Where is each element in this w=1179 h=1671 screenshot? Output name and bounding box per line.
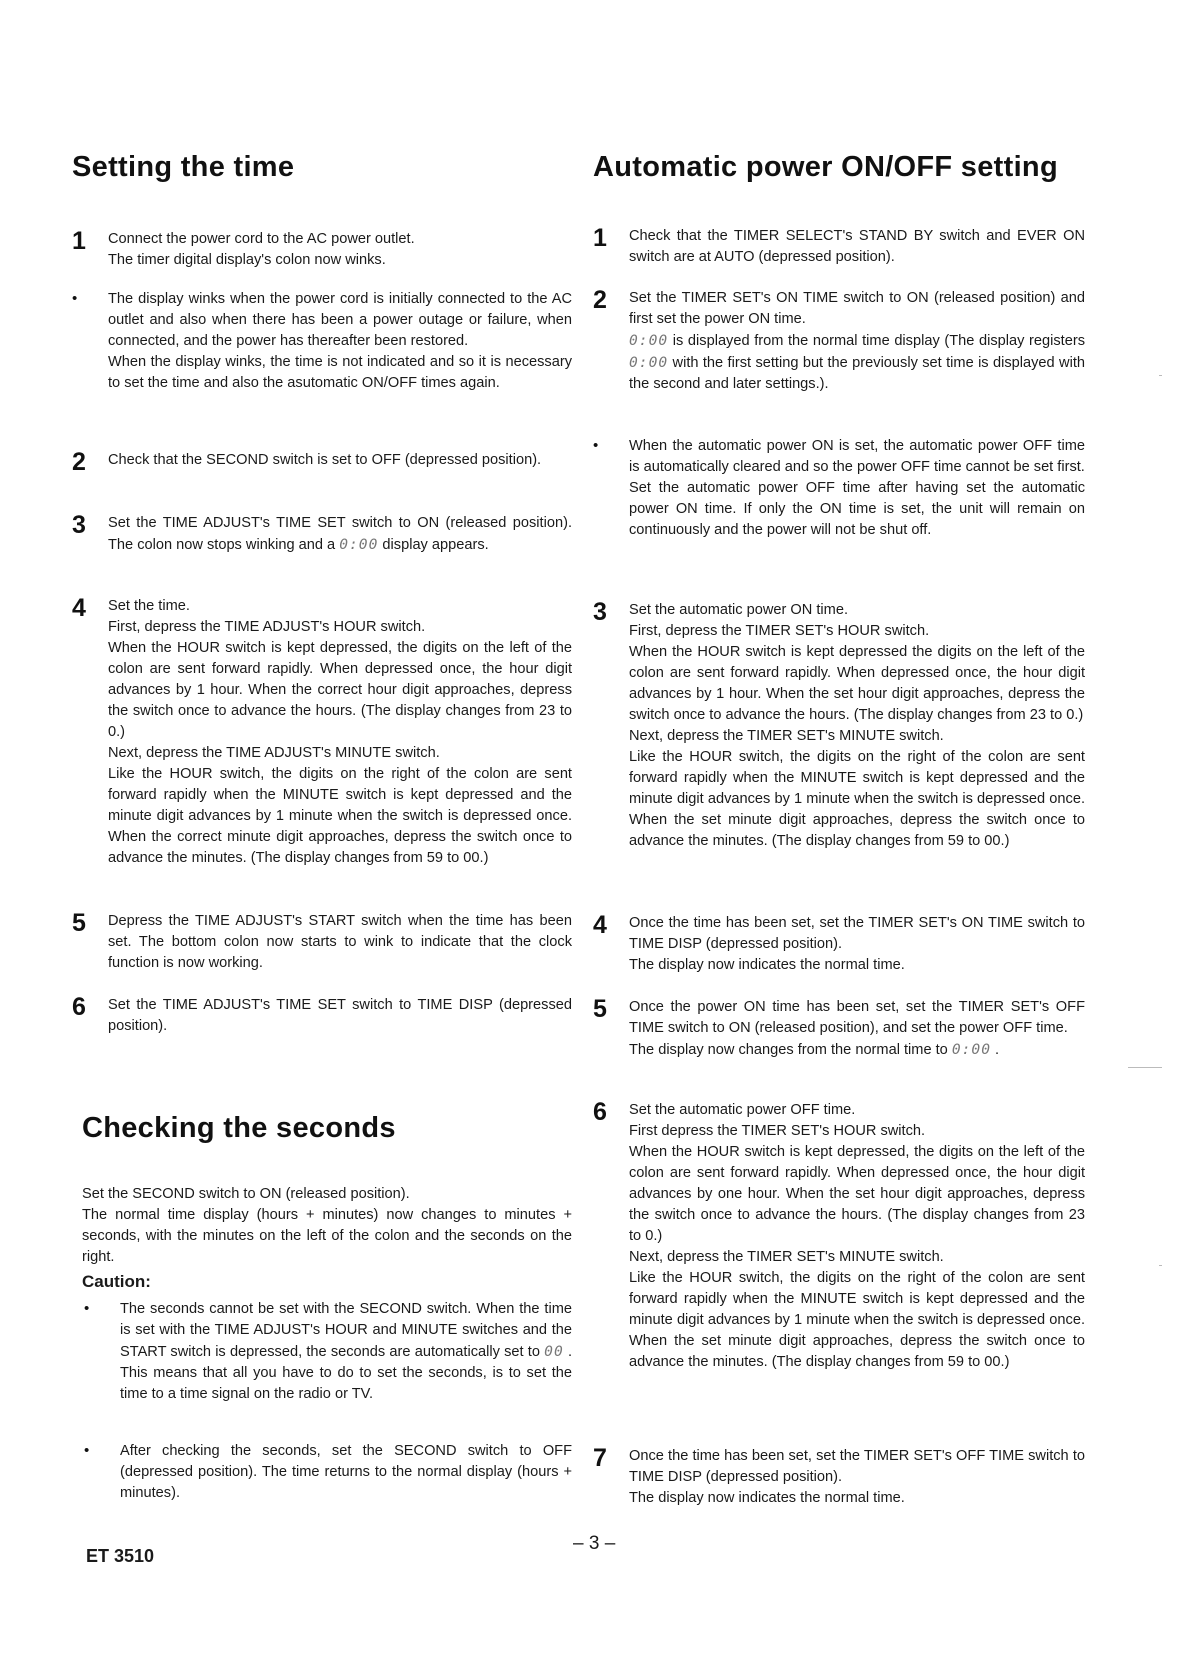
step-number: 7 xyxy=(593,1444,607,1472)
step-text xyxy=(108,229,572,271)
text-run: is displayed from the normal time display (The display registers xyxy=(668,333,1085,349)
step-text xyxy=(108,513,572,556)
left-step-2 xyxy=(72,448,572,476)
text-run: with the first setting but the previously set time is displayed with the second and later settings.). xyxy=(629,355,1085,392)
setting-time-title: Setting the time xyxy=(72,151,295,183)
step-number: 5 xyxy=(593,995,607,1023)
step-line: When the HOUR switch is kept depressed the digits on the left of the colon are sent forward rapidly. When depressed once, the hour digit advances by 1 hour. When the set hour digit approaches, depress the switch once to advance the hours. (The display changes from 23 to 0.) xyxy=(629,644,1085,723)
bullet-icon: • xyxy=(84,1442,90,1459)
step-line: Set the TIME ADJUST's TIME SET switch to TIME DISP (depressed position). xyxy=(108,997,572,1034)
step-number: 6 xyxy=(72,993,86,1021)
right-note-bullet xyxy=(593,436,1085,541)
step-text xyxy=(108,289,572,394)
text-run: . xyxy=(991,1042,1000,1058)
step-line xyxy=(108,513,572,556)
right-step-5 xyxy=(593,997,1085,1061)
step-line: Like the HOUR switch, the digits on the right of the colon are sent forward rapidly when the MINUTE switch is kept depressed and the minute digit advances by 1 minute when the switch is depressed once. When the set minute digit approaches, depress the switch once to advance the minutes. (The display changes from 59 to 00.) xyxy=(629,1270,1085,1370)
step-number: 5 xyxy=(72,909,86,937)
step-line: First, depress the TIMER SET's HOUR switch. xyxy=(629,623,930,639)
step-line: The timer digital display's colon now winks. xyxy=(108,252,386,268)
step-text xyxy=(629,436,1085,541)
caution-item-2 xyxy=(84,1441,572,1504)
step-line: Set the automatic power OFF time. xyxy=(629,1102,856,1118)
right-step-4 xyxy=(593,913,1085,976)
step-line: Once the power ON time has been set, set the TIMER SET's OFF TIME switch to ON (released position), and set the power OFF time. xyxy=(629,999,1085,1036)
segment-display-glyph: 0:00 xyxy=(629,354,669,371)
caution-text xyxy=(120,1441,572,1504)
step-line: When the HOUR switch is kept depressed, the digits on the left of the colon are sent forward rapidly. When depressed once, the hour digit advances by one hour. When the set hour digit approaches, depress the switch once to advance the hours. (The display changes from 23 to 0.) xyxy=(629,1144,1085,1244)
step-line: Check that the SECOND switch is set to OFF (depressed position). xyxy=(108,452,542,468)
step-line: Next, depress the TIMER SET's MINUTE switch. xyxy=(629,728,944,744)
step-text xyxy=(629,600,1085,852)
scan-speck xyxy=(1159,375,1162,376)
step-number: 1 xyxy=(72,227,86,255)
step-line: When the automatic power ON is set, the automatic power OFF time is automatically cleared and so the power OFF time cannot be set first. xyxy=(629,438,1085,475)
step-line: When the HOUR switch is kept depressed, the digits on the left of the colon are sent forward rapidly. When depressed once, the hour digit advances by 1 hour. When the correct hour digit approaches, depress the switch once to advance the hours. (The display changes from 23 to 0.) xyxy=(108,640,572,740)
scan-speck xyxy=(1159,1265,1162,1266)
step-line: Next, depress the TIME ADJUST's MINUTE switch. xyxy=(108,745,440,761)
step-line: When the display winks, the time is not indicated and so it is necessary to set the time and also the asutomatic ON/OFF times again. xyxy=(108,354,572,391)
step-line: Once the time has been set, set the TIMER SET's OFF TIME switch to TIME DISP (depressed position). xyxy=(629,1448,1085,1485)
text-run: The seconds cannot be set with the SECOND switch. When the time is set with the TIME ADJUST's HOUR and MINUTE switches and the START switch is depressed, the seconds are automatically set to xyxy=(120,1301,572,1360)
step-line: The display winks when the power cord is initially connected to the AC outlet and also when there has been a power outage or failure, when connected, and the power has thereafter been restored. xyxy=(108,291,572,349)
step-number: 1 xyxy=(593,224,607,252)
left-step-1 xyxy=(72,229,572,271)
step-text xyxy=(108,450,572,471)
step-line xyxy=(629,330,1085,395)
step-line: First, depress the TIME ADJUST's HOUR switch. xyxy=(108,619,426,635)
step-line: Like the HOUR switch, the digits on the right of the colon are sent forward rapidly when the MINUTE switch is kept depressed and the minute digit advances by 1 minute when the switch is depressed once. When the correct minute digit approaches, depress the switch once to advance the minutes. (The display changes from 59 to 00.) xyxy=(108,766,572,866)
right-step-3 xyxy=(593,600,1085,852)
segment-display-glyph: 0:00 xyxy=(951,1041,991,1058)
seconds-intro xyxy=(82,1184,572,1268)
auto-power-title: Automatic power ON/OFF setting xyxy=(593,151,1058,183)
step-line: Set the automatic power OFF time after having set the automatic power ON time. If only the ON time is set, the unit will remain on continuously and the power will not be shut off. xyxy=(629,480,1085,538)
segment-display-glyph: 0:00 xyxy=(339,536,379,553)
step-line: Check that the TIMER SELECT's STAND BY switch and EVER ON switch are at AUTO (depressed position). xyxy=(629,228,1085,265)
step-text xyxy=(629,288,1085,395)
step-line: Like the HOUR switch, the digits on the right of the colon are sent forward rapidly when the MINUTE switch is kept depressed and the minute digit advances by 1 minute when the switch is depressed once. When the set minute digit approaches, depress the switch once to advance the minutes. (The display changes from 59 to 00.) xyxy=(629,749,1085,849)
text-run: . This means that all you have to do to set the seconds, is to set the time to a time signal on the radio or TV. xyxy=(120,1344,572,1402)
scan-speck xyxy=(1128,1067,1162,1068)
step-line: First depress the TIMER SET's HOUR switch. xyxy=(629,1123,926,1139)
step-number: 6 xyxy=(593,1098,607,1126)
segment-display-glyph: 0:00 xyxy=(629,332,669,349)
left-note-bullet xyxy=(72,289,572,394)
step-line: Depress the TIME ADJUST's START switch when the time has been set. The bottom colon now starts to wink to indicate that the clock function is now working. xyxy=(108,913,572,971)
step-text xyxy=(108,995,572,1037)
bullet-icon: • xyxy=(72,290,78,307)
step-text xyxy=(629,913,1085,976)
step-line: The display now indicates the normal time. xyxy=(629,957,905,973)
step-number: 4 xyxy=(593,911,607,939)
caution-label: Caution: xyxy=(82,1272,151,1291)
text-run: Set the TIME ADJUST's TIME SET switch to ON (released position). The colon now stops winking and a xyxy=(108,515,572,553)
step-text xyxy=(629,226,1085,268)
step-line: Set the TIMER SET's ON TIME switch to ON (released position) and first set the power ON time. xyxy=(629,290,1085,327)
bullet-icon: • xyxy=(593,437,599,454)
checking-seconds-title: Checking the seconds xyxy=(82,1112,396,1144)
step-line: The display now indicates the normal time. xyxy=(629,1490,905,1506)
left-step-3 xyxy=(72,513,572,556)
page-number: – 3 – xyxy=(573,1533,616,1554)
right-step-2 xyxy=(593,288,1085,395)
step-text xyxy=(108,911,572,974)
step-number: 3 xyxy=(593,598,607,626)
caution-line xyxy=(120,1299,572,1405)
left-step-5 xyxy=(72,911,572,974)
step-number: 4 xyxy=(72,594,86,622)
caution-item-1 xyxy=(84,1299,572,1405)
step-line xyxy=(629,1039,1085,1061)
step-text xyxy=(629,1446,1085,1509)
step-number: 2 xyxy=(72,448,86,476)
model-number: ET 3510 xyxy=(86,1546,155,1566)
step-line: Next, depress the TIMER SET's MINUTE switch. xyxy=(629,1249,944,1265)
right-step-7 xyxy=(593,1446,1085,1509)
intro-line: Set the SECOND switch to ON (released position). xyxy=(82,1186,410,1202)
caution-text xyxy=(120,1299,572,1405)
segment-display-glyph: 00 xyxy=(544,1343,564,1360)
step-number: 2 xyxy=(593,286,607,314)
intro-line: The normal time display (hours + minutes) now changes to minutes + seconds, with the minutes on the left of the colon and the seconds on the right. xyxy=(82,1207,572,1265)
step-line: Set the time. xyxy=(108,598,190,614)
step-line: Set the automatic power ON time. xyxy=(629,602,848,618)
right-step-1 xyxy=(593,226,1085,268)
left-step-4 xyxy=(72,596,572,869)
step-number: 3 xyxy=(72,511,86,539)
bullet-icon: • xyxy=(84,1300,90,1317)
step-text xyxy=(108,596,572,869)
text-run: The display now changes from the normal time to xyxy=(629,1042,952,1058)
step-line: Once the time has been set, set the TIMER SET's ON TIME switch to TIME DISP (depressed position). xyxy=(629,915,1085,952)
step-text xyxy=(629,1100,1085,1373)
text-run: display appears. xyxy=(378,537,489,553)
right-step-6 xyxy=(593,1100,1085,1373)
caution-line: After checking the seconds, set the SECOND switch to OFF (depressed position). The time returns to the normal display (hours + minutes). xyxy=(120,1443,572,1501)
step-text xyxy=(629,997,1085,1061)
step-line: Connect the power cord to the AC power outlet. xyxy=(108,231,415,247)
left-step-6 xyxy=(72,995,572,1037)
